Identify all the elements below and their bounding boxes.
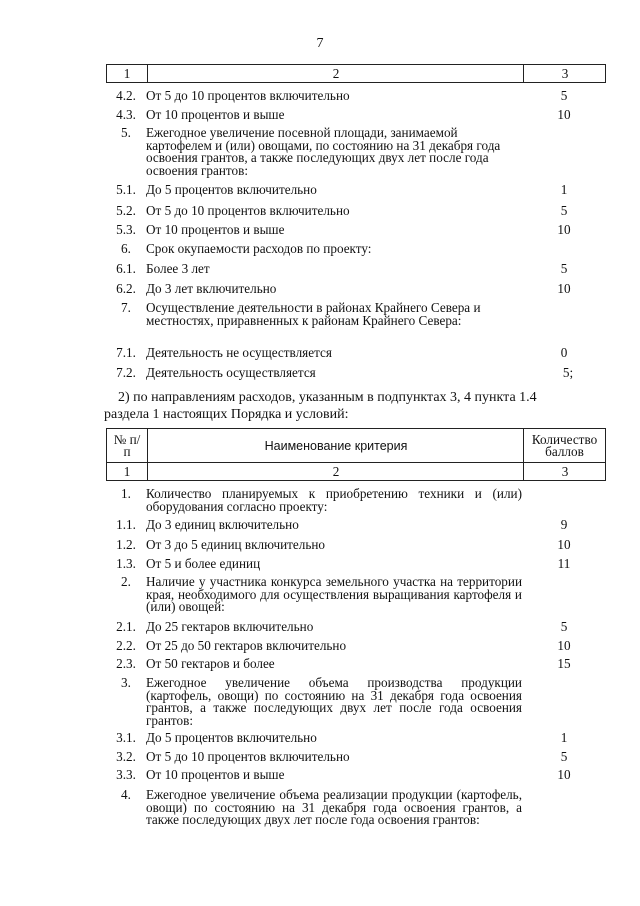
- row-points: 10: [557, 537, 571, 552]
- row-points: 5: [560, 261, 568, 276]
- row-number: 7.2.: [116, 365, 136, 380]
- row-text: Осуществление деятельности в районах Крайнего Севера и местностях, приравненных к районам Крайнего Севера:: [146, 300, 481, 328]
- table2-header: [106, 428, 606, 463]
- row-points: 1: [560, 730, 568, 745]
- table1-header-col-3: 3: [523, 65, 606, 82]
- table1-header: [106, 64, 606, 83]
- row-number: 1.3.: [116, 556, 136, 571]
- row-number: 7.1.: [116, 345, 136, 360]
- paragraph-line-1: 2) по направлениям расходов, указанным в подпунктах 3, 4 пункта 1.4: [118, 390, 537, 405]
- table2-header-points: Количество баллов: [523, 429, 605, 462]
- row-text: Срок окупаемости расходов по проекту:: [146, 241, 372, 256]
- row-text: Деятельность осуществляется: [146, 365, 316, 380]
- row-number: 6.: [121, 241, 131, 256]
- row-text: Ежегодное увеличение объема реализации продукции (картофель, овощи) по состоянию на 31 декабря года освоения грантов, а также последующих двух лет после года освоения грантов:: [146, 787, 522, 827]
- row-text: От 10 процентов и выше: [146, 222, 285, 237]
- row-number: 2.: [121, 574, 131, 589]
- row-text: До 5 процентов включительно: [146, 182, 317, 197]
- table1-header-col-2: 2: [147, 65, 524, 82]
- row-points: 5: [560, 619, 568, 634]
- row-number: 6.2.: [116, 281, 136, 296]
- table2-index-col-1: 1: [123, 463, 131, 479]
- row-points: 5;: [562, 365, 574, 380]
- row-text: От 5 до 10 процентов включительно: [146, 203, 350, 218]
- table2-header-name: Наименование критерия: [147, 429, 524, 462]
- row-number: 2.3.: [116, 656, 136, 671]
- row-points: 10: [557, 107, 571, 122]
- row-points: 1: [560, 182, 568, 197]
- row-points: 10: [557, 638, 571, 653]
- row-points: 11: [557, 556, 571, 571]
- row-number: 2.1.: [116, 619, 136, 634]
- row-number: 4.2.: [116, 88, 136, 103]
- row-number: 3.1.: [116, 730, 136, 745]
- row-number: 5.: [121, 125, 131, 140]
- row-text: До 3 лет включительно: [146, 281, 277, 296]
- row-text: От 5 до 10 процентов включительно: [146, 88, 350, 103]
- row-number: 5.2.: [116, 203, 136, 218]
- row-number: 5.3.: [116, 222, 136, 237]
- row-number: 2.2.: [116, 638, 136, 653]
- row-points: 5: [560, 203, 568, 218]
- row-points: 5: [560, 88, 568, 103]
- row-text: Деятельность не осуществляется: [146, 345, 332, 360]
- table2-index-col-2: 2: [147, 463, 524, 480]
- row-number: 5.1.: [116, 182, 136, 197]
- row-text: Количество планируемых к приобретению техники и (или) оборудования согласно проекту:: [146, 486, 522, 514]
- row-points: 0: [560, 345, 568, 360]
- row-text: От 10 процентов и выше: [146, 107, 285, 122]
- row-number: 1.2.: [116, 537, 136, 552]
- row-number: 3.3.: [116, 767, 136, 782]
- row-text: От 5 до 10 процентов включительно: [146, 749, 350, 764]
- row-text: Ежегодное увеличение объема производства продукции (картофель, овощи) по состоянию на 31 декабря года освоения грантов, а также последующих двух лет после года освоения грантов:: [146, 675, 522, 728]
- row-text: От 5 и более единиц: [146, 556, 261, 571]
- row-text: Наличие у участника конкурса земельного участка на территории края, необходимого для осуществления выращивания картофеля и (или) овощей:: [146, 574, 522, 614]
- table2-header-num: № п/п: [113, 431, 141, 459]
- row-number: 4.: [121, 787, 131, 802]
- row-points: 10: [557, 222, 571, 237]
- row-number: 6.1.: [116, 261, 136, 276]
- row-number: 7.: [121, 300, 131, 315]
- row-number: 1.: [121, 486, 131, 501]
- row-text: Более 3 лет: [146, 261, 210, 276]
- row-text: До 3 единиц включительно: [146, 517, 299, 532]
- paragraph-line-2: раздела 1 настоящих Порядка и условий:: [104, 407, 349, 422]
- row-points: 10: [557, 281, 571, 296]
- row-points: 9: [560, 517, 568, 532]
- row-number: 3.: [121, 675, 131, 690]
- row-text: Ежегодное увеличение посевной площади, занимаемой картофелем и (или) овощами, по состоянию на 31 декабря года освоения грантов, а также последующих двух лет после года освоения грантов:: [146, 125, 501, 178]
- row-number: 1.1.: [116, 517, 136, 532]
- table1-header-col-1: 1: [123, 65, 131, 81]
- row-points: 10: [557, 767, 571, 782]
- table2-index-row: [106, 462, 606, 481]
- row-text: До 25 гектаров включительно: [146, 619, 314, 634]
- row-points: 15: [557, 656, 571, 671]
- row-number: 4.3.: [116, 107, 136, 122]
- row-text: От 50 гектаров и более: [146, 656, 275, 671]
- row-text: До 5 процентов включительно: [146, 730, 317, 745]
- row-text: От 10 процентов и выше: [146, 767, 285, 782]
- row-text: От 25 до 50 гектаров включительно: [146, 638, 347, 653]
- row-number: 3.2.: [116, 749, 136, 764]
- row-text: От 3 до 5 единиц включительно: [146, 537, 325, 552]
- table2-index-col-3: 3: [523, 463, 606, 480]
- page-number: 7: [316, 36, 324, 51]
- row-points: 5: [560, 749, 568, 764]
